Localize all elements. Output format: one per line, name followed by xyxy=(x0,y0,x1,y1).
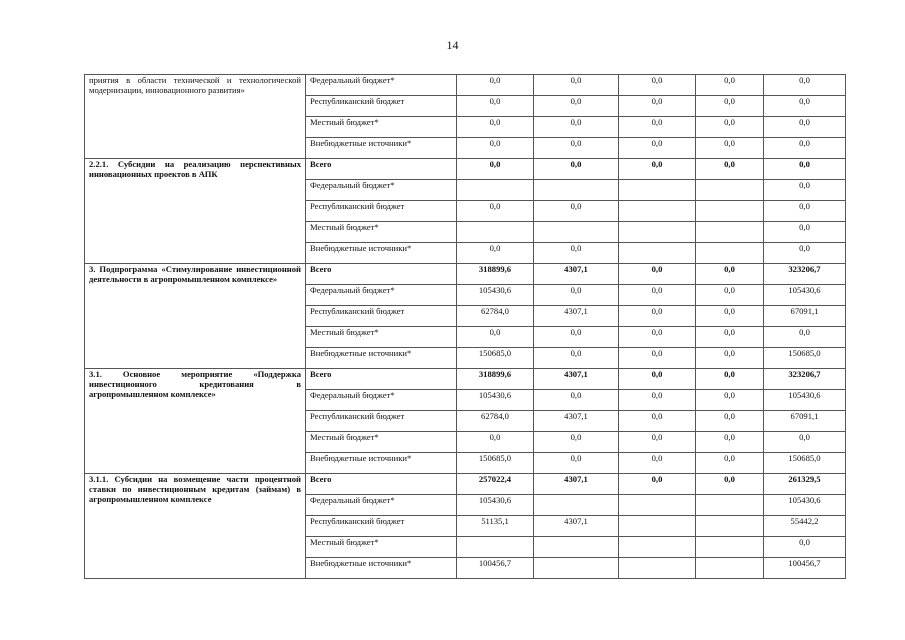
amount-cell: 0,0 xyxy=(764,201,846,222)
amount-cell: 62784,0 xyxy=(457,306,534,327)
table-row xyxy=(85,159,846,180)
amount-cell: 0,0 xyxy=(619,453,696,474)
amount-cell: 0,0 xyxy=(619,327,696,348)
funding-source: Местный бюджет* xyxy=(306,537,457,558)
amount-cell: 0,0 xyxy=(534,117,619,138)
table-row xyxy=(85,369,846,390)
amount-cell: 0,0 xyxy=(534,138,619,159)
amount-cell: 257022,4 xyxy=(457,474,534,495)
amount-cell: 0,0 xyxy=(457,75,534,96)
amount-cell: 0,0 xyxy=(619,432,696,453)
amount-cell: 0,0 xyxy=(619,285,696,306)
amount-cell xyxy=(534,222,619,243)
amount-cell xyxy=(696,222,764,243)
amount-cell xyxy=(457,222,534,243)
amount-cell: 4307,1 xyxy=(534,411,619,432)
amount-cell: 0,0 xyxy=(764,138,846,159)
funding-source: Федеральный бюджет* xyxy=(306,390,457,411)
funding-source: Федеральный бюджет* xyxy=(306,285,457,306)
funding-source: Внебюджетные источники* xyxy=(306,453,457,474)
amount-cell: 0,0 xyxy=(619,117,696,138)
amount-cell: 0,0 xyxy=(619,411,696,432)
funding-source: Всего xyxy=(306,264,457,285)
amount-cell xyxy=(534,495,619,516)
funding-source: Внебюджетные источники* xyxy=(306,558,457,579)
amount-cell: 150685,0 xyxy=(764,348,846,369)
amount-cell: 105430,6 xyxy=(457,495,534,516)
amount-cell: 0,0 xyxy=(764,117,846,138)
amount-cell xyxy=(619,201,696,222)
amount-cell: 0,0 xyxy=(764,537,846,558)
amount-cell: 0,0 xyxy=(534,432,619,453)
amount-cell xyxy=(619,180,696,201)
funding-source: Республиканский бюджет xyxy=(306,306,457,327)
amount-cell: 318899,6 xyxy=(457,369,534,390)
funding-source: Местный бюджет* xyxy=(306,432,457,453)
amount-cell: 105430,6 xyxy=(457,285,534,306)
amount-cell: 0,0 xyxy=(619,369,696,390)
amount-cell: 0,0 xyxy=(696,453,764,474)
amount-cell: 0,0 xyxy=(696,369,764,390)
amount-cell: 4307,1 xyxy=(534,369,619,390)
amount-cell: 67091,1 xyxy=(764,306,846,327)
amount-cell: 0,0 xyxy=(534,390,619,411)
amount-cell: 150685,0 xyxy=(764,453,846,474)
amount-cell xyxy=(696,243,764,264)
amount-cell: 0,0 xyxy=(457,138,534,159)
funding-source: Республиканский бюджет xyxy=(306,516,457,537)
amount-cell: 0,0 xyxy=(534,348,619,369)
amount-cell: 0,0 xyxy=(764,75,846,96)
amount-cell: 0,0 xyxy=(696,285,764,306)
amount-cell: 51135,1 xyxy=(457,516,534,537)
amount-cell: 100456,7 xyxy=(764,558,846,579)
amount-cell xyxy=(457,180,534,201)
amount-cell: 0,0 xyxy=(696,264,764,285)
amount-cell: 0,0 xyxy=(619,138,696,159)
funding-source: Республиканский бюджет xyxy=(306,96,457,117)
amount-cell: 4307,1 xyxy=(534,264,619,285)
amount-cell: 0,0 xyxy=(457,432,534,453)
budget-table xyxy=(84,74,846,579)
amount-cell: 0,0 xyxy=(534,285,619,306)
amount-cell xyxy=(696,180,764,201)
amount-cell: 4307,1 xyxy=(534,516,619,537)
amount-cell: 0,0 xyxy=(764,243,846,264)
amount-cell: 0,0 xyxy=(457,117,534,138)
amount-cell: 0,0 xyxy=(619,306,696,327)
funding-source: Местный бюджет* xyxy=(306,117,457,138)
amount-cell: 0,0 xyxy=(457,96,534,117)
amount-cell: 323206,7 xyxy=(764,369,846,390)
amount-cell: 0,0 xyxy=(696,327,764,348)
amount-cell xyxy=(696,201,764,222)
amount-cell xyxy=(696,537,764,558)
amount-cell: 0,0 xyxy=(534,75,619,96)
funding-source: Внебюджетные источники* xyxy=(306,138,457,159)
amount-cell xyxy=(534,558,619,579)
amount-cell: 0,0 xyxy=(619,159,696,180)
amount-cell: 0,0 xyxy=(619,75,696,96)
amount-cell xyxy=(696,558,764,579)
amount-cell xyxy=(457,537,534,558)
amount-cell: 0,0 xyxy=(696,117,764,138)
amount-cell: 318899,6 xyxy=(457,264,534,285)
page-number: 14 xyxy=(446,38,459,52)
amount-cell: 261329,5 xyxy=(764,474,846,495)
amount-cell xyxy=(696,495,764,516)
amount-cell: 0,0 xyxy=(534,243,619,264)
amount-cell: 0,0 xyxy=(534,96,619,117)
amount-cell: 0,0 xyxy=(457,327,534,348)
amount-cell: 105430,6 xyxy=(764,495,846,516)
amount-cell: 62784,0 xyxy=(457,411,534,432)
row-description: 3.1. Основное мероприятие «Поддержка инвестиционного кредитования в агропромышленном комплексе» xyxy=(85,369,306,474)
table-row xyxy=(85,75,846,96)
amount-cell: 0,0 xyxy=(534,201,619,222)
row-description: 2.2.1. Субсидии на реализацию перспективных инновационных проектов в АПК xyxy=(85,159,306,264)
amount-cell: 0,0 xyxy=(619,390,696,411)
amount-cell xyxy=(619,222,696,243)
amount-cell xyxy=(534,537,619,558)
funding-source: Республиканский бюджет xyxy=(306,201,457,222)
amount-cell: 0,0 xyxy=(619,474,696,495)
amount-cell: 0,0 xyxy=(764,222,846,243)
amount-cell: 0,0 xyxy=(696,306,764,327)
amount-cell: 0,0 xyxy=(696,390,764,411)
amount-cell: 100456,7 xyxy=(457,558,534,579)
amount-cell: 0,0 xyxy=(534,159,619,180)
amount-cell: 0,0 xyxy=(619,96,696,117)
amount-cell: 0,0 xyxy=(764,96,846,117)
amount-cell: 0,0 xyxy=(457,201,534,222)
amount-cell: 105430,6 xyxy=(457,390,534,411)
amount-cell xyxy=(619,495,696,516)
amount-cell: 323206,7 xyxy=(764,264,846,285)
amount-cell: 0,0 xyxy=(696,159,764,180)
amount-cell: 0,0 xyxy=(534,327,619,348)
amount-cell: 0,0 xyxy=(764,159,846,180)
amount-cell: 0,0 xyxy=(696,75,764,96)
funding-source: Внебюджетные источники* xyxy=(306,348,457,369)
funding-source: Всего xyxy=(306,159,457,180)
amount-cell: 4307,1 xyxy=(534,306,619,327)
funding-source: Местный бюджет* xyxy=(306,222,457,243)
amount-cell: 0,0 xyxy=(619,264,696,285)
funding-source: Федеральный бюджет* xyxy=(306,495,457,516)
amount-cell: 0,0 xyxy=(696,138,764,159)
amount-cell xyxy=(619,516,696,537)
amount-cell: 0,0 xyxy=(764,432,846,453)
funding-source: Федеральный бюджет* xyxy=(306,75,457,96)
funding-source: Внебюджетные источники* xyxy=(306,243,457,264)
amount-cell: 0,0 xyxy=(764,327,846,348)
amount-cell: 150685,0 xyxy=(457,453,534,474)
amount-cell xyxy=(534,180,619,201)
funding-source: Местный бюджет* xyxy=(306,327,457,348)
amount-cell: 4307,1 xyxy=(534,474,619,495)
amount-cell: 0,0 xyxy=(696,348,764,369)
amount-cell: 0,0 xyxy=(696,432,764,453)
amount-cell xyxy=(696,516,764,537)
amount-cell: 0,0 xyxy=(457,159,534,180)
amount-cell: 105430,6 xyxy=(764,285,846,306)
funding-source: Федеральный бюджет* xyxy=(306,180,457,201)
amount-cell: 0,0 xyxy=(619,348,696,369)
amount-cell: 0,0 xyxy=(764,180,846,201)
funding-source: Всего xyxy=(306,369,457,390)
amount-cell: 0,0 xyxy=(457,243,534,264)
row-description: 3.1.1. Субсидии на возмещение части процентной ставки по инвестиционным кредитам (займам) в агропромышленном комплексе xyxy=(85,474,306,579)
table-row xyxy=(85,264,846,285)
funding-source: Республиканский бюджет xyxy=(306,411,457,432)
amount-cell: 0,0 xyxy=(534,453,619,474)
amount-cell: 55442,2 xyxy=(764,516,846,537)
amount-cell: 0,0 xyxy=(696,96,764,117)
amount-cell xyxy=(619,558,696,579)
amount-cell: 0,0 xyxy=(696,474,764,495)
table-row xyxy=(85,474,846,495)
amount-cell: 67091,1 xyxy=(764,411,846,432)
amount-cell xyxy=(619,243,696,264)
amount-cell: 105430,6 xyxy=(764,390,846,411)
amount-cell: 150685,0 xyxy=(457,348,534,369)
row-description: 3. Подпрограмма «Стимулирование инвестиционной деятельности в агропромышленном комплексе» xyxy=(85,264,306,369)
amount-cell: 0,0 xyxy=(696,411,764,432)
amount-cell xyxy=(619,537,696,558)
funding-source: Всего xyxy=(306,474,457,495)
row-description: приятия в области технической и технологической модернизации, инновационного развития» xyxy=(85,75,306,159)
